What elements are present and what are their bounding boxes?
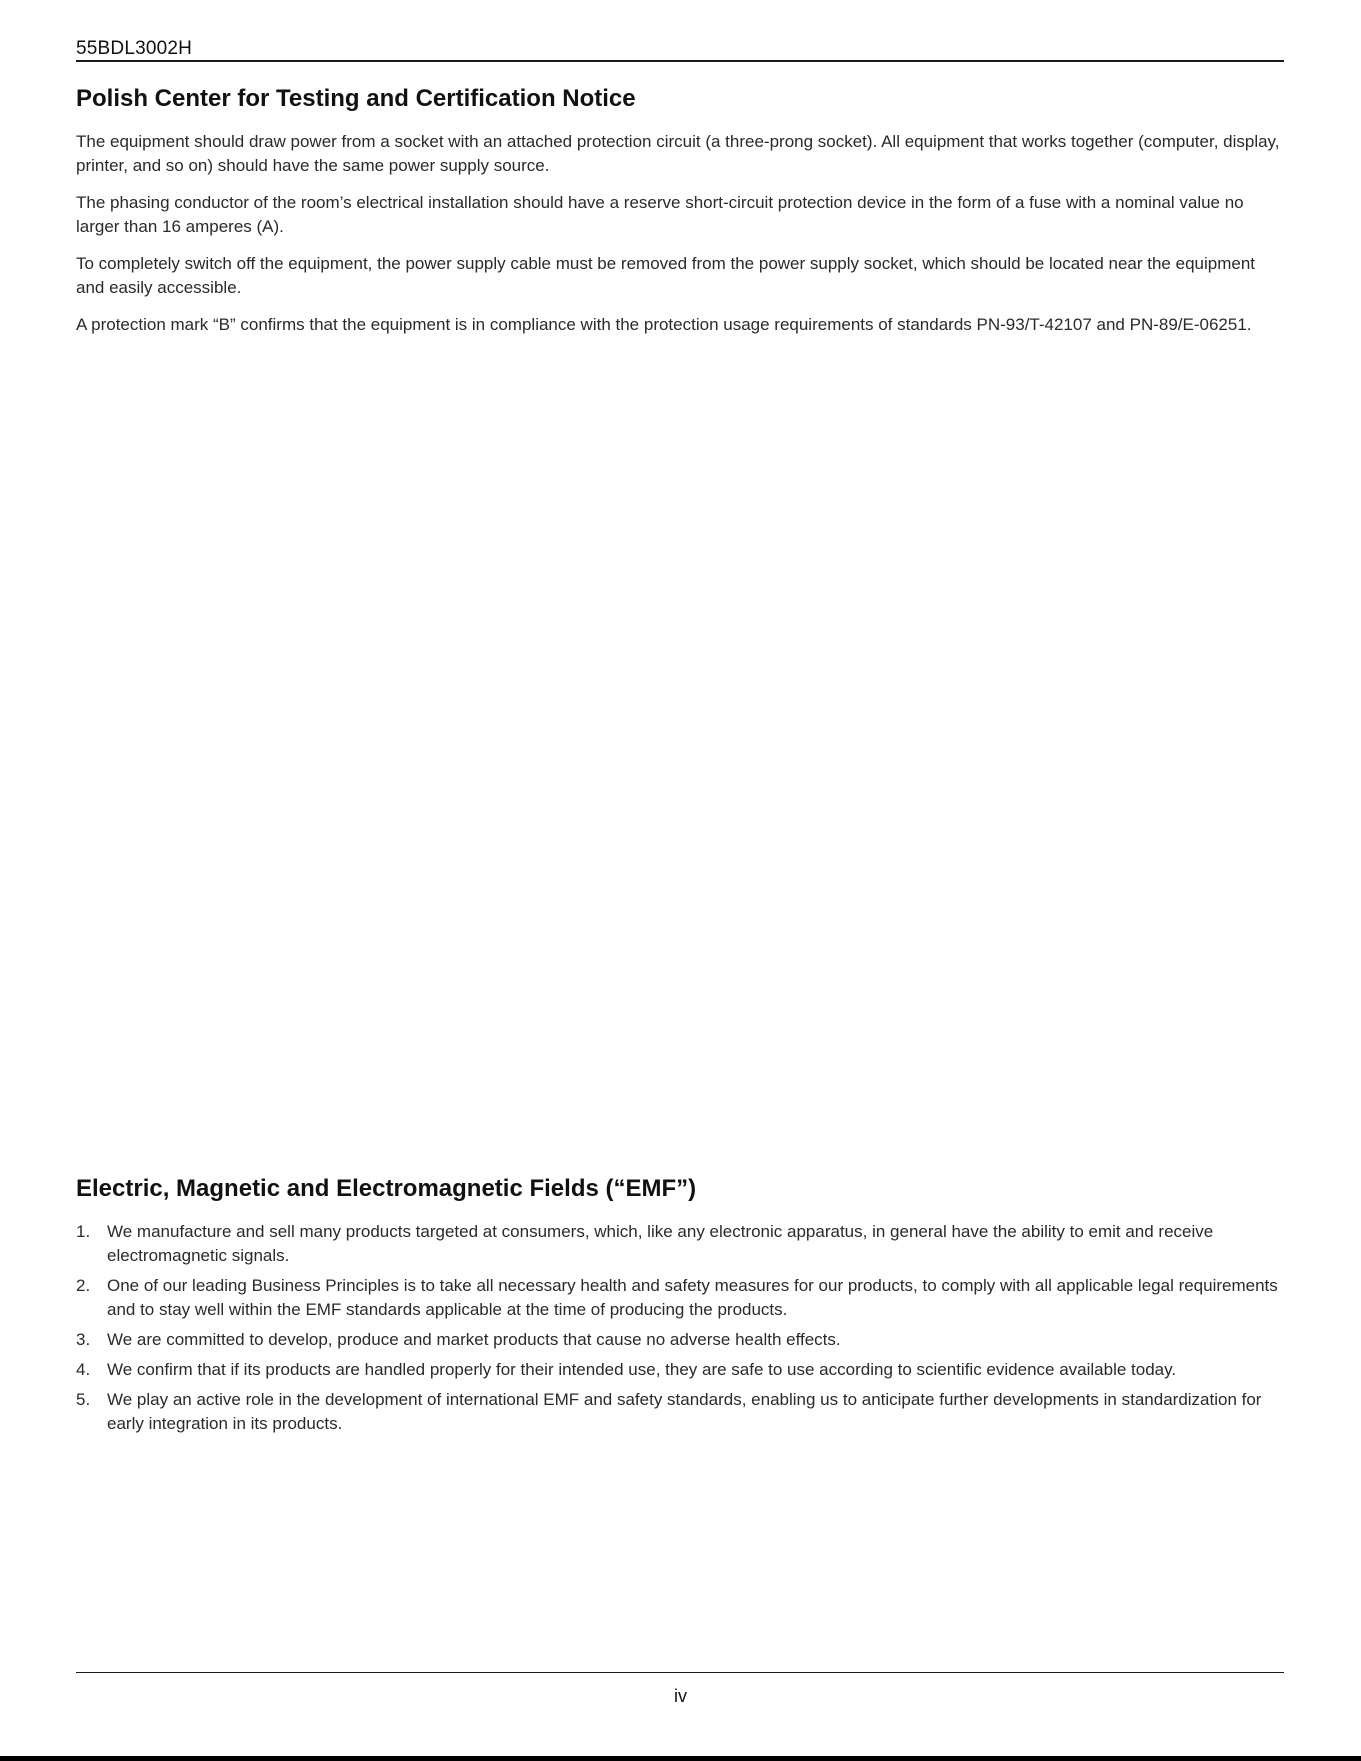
- page-header: [76, 38, 1284, 62]
- list-item: [76, 1388, 1286, 1436]
- footer-divider: [76, 1672, 1284, 1673]
- list-item-text: We are committed to develop, produce and market products that cause no adverse health effects.: [107, 1330, 841, 1349]
- polish-paragraph-3: To completely switch off the equipment, the power supply cable must be removed from the power supply socket, which should be located near the equipment and easily accessible.: [76, 254, 1256, 297]
- polish-paragraph-2: The phasing conductor of the room’s electrical installation should have a reserve short-circuit protection device in the form of a fuse with a nominal value no larger than 16 amperes (A).: [76, 193, 1244, 236]
- list-item-text: We play an active role in the development of international EMF and safety standards, enabling us to anticipate further developments in standardization for early integration in its products.: [107, 1390, 1262, 1433]
- list-item-number: 3.: [76, 1330, 91, 1349]
- page-number: iv: [674, 1686, 687, 1706]
- list-item-number: 1.: [76, 1222, 91, 1241]
- emf-section: [76, 1174, 1286, 1442]
- list-item: [76, 1220, 1286, 1268]
- emf-section-title: Electric, Magnetic and Electromagnetic Fields (“EMF”): [76, 1175, 697, 1202]
- list-item-text: One of our leading Business Principles is to take all necessary health and safety measures for our products, to comply with all applicable legal requirements and to stay well within the EMF standards applicable at the time of producing the products.: [107, 1276, 1278, 1319]
- list-item-number: 5.: [76, 1390, 91, 1409]
- list-item-text: We confirm that if its products are handled properly for their intended use, they are safe to use according to scientific evidence available today.: [107, 1360, 1177, 1379]
- emf-list: [76, 1220, 1286, 1436]
- bottom-edge-band: [0, 1756, 1361, 1761]
- polish-paragraph-1: The equipment should draw power from a socket with an attached protection circuit (a three-prong socket). All equipment that works together (computer, display, printer, and so on) should have the same power supply source.: [76, 132, 1280, 175]
- list-item-number: 4.: [76, 1360, 91, 1379]
- list-item: [76, 1328, 1286, 1352]
- list-item: [76, 1274, 1286, 1322]
- list-item-text: We manufacture and sell many products targeted at consumers, which, like any electronic apparatus, in general have the ability to emit and receive electromagnetic signals.: [107, 1222, 1214, 1265]
- list-item: [76, 1358, 1286, 1382]
- polish-certification-section: [76, 84, 1286, 350]
- model-number: 55BDL3002H: [76, 38, 193, 59]
- polish-section-title: Polish Center for Testing and Certification Notice: [76, 85, 636, 112]
- polish-paragraph-4: A protection mark “B” confirms that the equipment is in compliance with the protection usage requirements of standards PN-93/T-42107 and PN-89/E-06251.: [76, 315, 1252, 334]
- list-item-number: 2.: [76, 1276, 91, 1295]
